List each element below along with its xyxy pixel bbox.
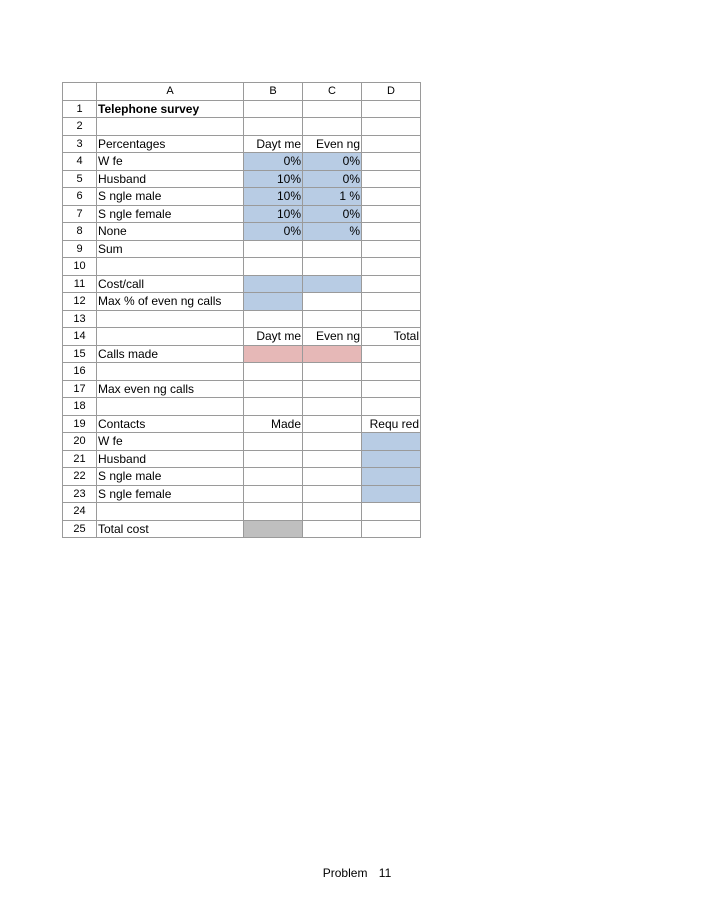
cell-a10[interactable]	[97, 258, 244, 276]
sheet-row-19	[63, 415, 421, 433]
cell-a21[interactable]: Husband	[97, 450, 244, 468]
cell-a24[interactable]	[97, 503, 244, 521]
cell-b15[interactable]	[244, 345, 303, 363]
column-header-d[interactable]: D	[362, 83, 421, 101]
cell-c11[interactable]	[303, 275, 362, 293]
cell-b16[interactable]	[244, 363, 303, 381]
sheet-row-4	[63, 153, 421, 171]
sheet-row-6	[63, 188, 421, 206]
cell-c14[interactable]: Even ng	[303, 328, 362, 346]
sheet-row-7	[63, 205, 421, 223]
cell-c18[interactable]	[303, 398, 362, 416]
cell-d1[interactable]	[362, 100, 421, 118]
row-header-17[interactable]: 17	[63, 380, 97, 398]
row-header-1[interactable]: 1	[63, 100, 97, 118]
cell-d10[interactable]	[362, 258, 421, 276]
cell-b12[interactable]	[244, 293, 303, 311]
cell-b2[interactable]	[244, 118, 303, 136]
cell-c7[interactable]: 0%	[303, 205, 362, 223]
cell-d21[interactable]	[362, 450, 421, 468]
cell-b11[interactable]	[244, 275, 303, 293]
sheet-row-24	[63, 503, 421, 521]
cell-a17[interactable]: Max even ng calls	[97, 380, 244, 398]
cell-a11[interactable]: Cost/call	[97, 275, 244, 293]
row-header-5[interactable]: 5	[63, 170, 97, 188]
cell-d17[interactable]	[362, 380, 421, 398]
sheet-row-17	[63, 380, 421, 398]
cell-d19[interactable]: Requ red	[362, 415, 421, 433]
row-header-15[interactable]: 15	[63, 345, 97, 363]
row-header-19[interactable]: 19	[63, 415, 97, 433]
column-header-b[interactable]: B	[244, 83, 303, 101]
sheet-row-23	[63, 485, 421, 503]
cell-a8[interactable]: None	[97, 223, 244, 241]
cell-b1[interactable]	[244, 100, 303, 118]
cell-b5[interactable]: 10%	[244, 170, 303, 188]
sheet-row-11	[63, 275, 421, 293]
row-header-12[interactable]: 12	[63, 293, 97, 311]
cell-c22[interactable]	[303, 468, 362, 486]
cell-a9[interactable]: Sum	[97, 240, 244, 258]
footer-label: Problem	[322, 866, 368, 880]
sheet-row-18	[63, 398, 421, 416]
cell-d23[interactable]	[362, 485, 421, 503]
cell-d3[interactable]	[362, 135, 421, 153]
cell-d16[interactable]	[362, 363, 421, 381]
cell-d5[interactable]	[362, 170, 421, 188]
cell-a1[interactable]: Telephone survey	[97, 100, 244, 118]
cell-d8[interactable]	[362, 223, 421, 241]
row-header-14[interactable]: 14	[63, 328, 97, 346]
cell-c17[interactable]	[303, 380, 362, 398]
row-header-8[interactable]: 8	[63, 223, 97, 241]
cell-c25[interactable]	[303, 520, 362, 538]
cell-c8[interactable]: %	[303, 223, 362, 241]
row-header-7[interactable]: 7	[63, 205, 97, 223]
cell-a14[interactable]	[97, 328, 244, 346]
cell-c19[interactable]	[303, 415, 362, 433]
sheet-row-8	[63, 223, 421, 241]
cell-b18[interactable]	[244, 398, 303, 416]
cell-a23[interactable]: S ngle female	[97, 485, 244, 503]
footer-number: 11	[378, 866, 392, 880]
cell-a18[interactable]	[97, 398, 244, 416]
cell-d15[interactable]	[362, 345, 421, 363]
cell-a2[interactable]	[97, 118, 244, 136]
cell-c9[interactable]	[303, 240, 362, 258]
cell-d7[interactable]	[362, 205, 421, 223]
cell-b6[interactable]: 10%	[244, 188, 303, 206]
cell-c2[interactable]	[303, 118, 362, 136]
cell-c6[interactable]: 1 %	[303, 188, 362, 206]
column-header-c[interactable]: C	[303, 83, 362, 101]
cell-d6[interactable]	[362, 188, 421, 206]
row-header-23[interactable]: 23	[63, 485, 97, 503]
cell-b14[interactable]: Dayt me	[244, 328, 303, 346]
sheet-row-9	[63, 240, 421, 258]
sheet-row-12	[63, 293, 421, 311]
sheet-row-22	[63, 468, 421, 486]
cell-c16[interactable]	[303, 363, 362, 381]
cell-a25[interactable]: Total cost	[97, 520, 244, 538]
row-header-20[interactable]: 20	[63, 433, 97, 451]
cell-c13[interactable]	[303, 310, 362, 328]
cell-d13[interactable]	[362, 310, 421, 328]
row-header-4[interactable]: 4	[63, 153, 97, 171]
cell-d2[interactable]	[362, 118, 421, 136]
cell-c15[interactable]	[303, 345, 362, 363]
cell-c23[interactable]	[303, 485, 362, 503]
sheet-row-3	[63, 135, 421, 153]
cell-c10[interactable]	[303, 258, 362, 276]
cell-b4[interactable]: 0%	[244, 153, 303, 171]
cell-b23[interactable]	[244, 485, 303, 503]
cell-a22[interactable]: S ngle male	[97, 468, 244, 486]
cell-d18[interactable]	[362, 398, 421, 416]
spreadsheet-table	[62, 82, 421, 538]
sheet-row-5	[63, 170, 421, 188]
cell-a15[interactable]: Calls made	[97, 345, 244, 363]
cell-b25[interactable]	[244, 520, 303, 538]
row-header-13[interactable]: 13	[63, 310, 97, 328]
page-footer	[0, 866, 714, 880]
row-header-21[interactable]: 21	[63, 450, 97, 468]
cell-c5[interactable]: 0%	[303, 170, 362, 188]
row-header-10[interactable]: 10	[63, 258, 97, 276]
cell-b22[interactable]	[244, 468, 303, 486]
cell-b9[interactable]	[244, 240, 303, 258]
cell-d9[interactable]	[362, 240, 421, 258]
cell-c20[interactable]	[303, 433, 362, 451]
sheet-row-21	[63, 450, 421, 468]
cell-a4[interactable]: W fe	[97, 153, 244, 171]
cell-a5[interactable]: Husband	[97, 170, 244, 188]
cell-d22[interactable]	[362, 468, 421, 486]
cell-a6[interactable]: S ngle male	[97, 188, 244, 206]
cell-a3[interactable]: Percentages	[97, 135, 244, 153]
row-header-2[interactable]: 2	[63, 118, 97, 136]
sheet-row-20	[63, 433, 421, 451]
row-header-18[interactable]: 18	[63, 398, 97, 416]
cell-d20[interactable]	[362, 433, 421, 451]
cell-d12[interactable]	[362, 293, 421, 311]
cell-b7[interactable]: 10%	[244, 205, 303, 223]
cell-b13[interactable]	[244, 310, 303, 328]
cell-a12[interactable]: Max % of even ng calls	[97, 293, 244, 311]
cell-d25[interactable]	[362, 520, 421, 538]
row-header-24[interactable]: 24	[63, 503, 97, 521]
row-header-22[interactable]: 22	[63, 468, 97, 486]
cell-a19[interactable]: Contacts	[97, 415, 244, 433]
cell-b3[interactable]: Dayt me	[244, 135, 303, 153]
row-header-16[interactable]: 16	[63, 363, 97, 381]
cell-c1[interactable]	[303, 100, 362, 118]
cell-a7[interactable]: S ngle female	[97, 205, 244, 223]
cell-c4[interactable]: 0%	[303, 153, 362, 171]
sheet-row-15	[63, 345, 421, 363]
cell-b17[interactable]	[244, 380, 303, 398]
sheet-row-1	[63, 100, 421, 118]
row-header-25[interactable]: 25	[63, 520, 97, 538]
sheet-row-13	[63, 310, 421, 328]
cell-c21[interactable]	[303, 450, 362, 468]
row-header-11[interactable]: 11	[63, 275, 97, 293]
cell-a20[interactable]: W fe	[97, 433, 244, 451]
column-header-row	[63, 83, 421, 101]
cell-c3[interactable]: Even ng	[303, 135, 362, 153]
cell-d24[interactable]	[362, 503, 421, 521]
sheet-row-16	[63, 363, 421, 381]
cell-a13[interactable]	[97, 310, 244, 328]
cell-d14[interactable]: Total	[362, 328, 421, 346]
column-header-a[interactable]: A	[97, 83, 244, 101]
row-header-6[interactable]: 6	[63, 188, 97, 206]
corner-cell[interactable]	[63, 83, 97, 101]
cell-b21[interactable]	[244, 450, 303, 468]
sheet-row-14	[63, 328, 421, 346]
sheet-row-10	[63, 258, 421, 276]
sheet-row-25	[63, 520, 421, 538]
row-header-3[interactable]: 3	[63, 135, 97, 153]
cell-c24[interactable]	[303, 503, 362, 521]
cell-b19[interactable]: Made	[244, 415, 303, 433]
cell-a16[interactable]	[97, 363, 244, 381]
row-header-9[interactable]: 9	[63, 240, 97, 258]
cell-b24[interactable]	[244, 503, 303, 521]
cell-d4[interactable]	[362, 153, 421, 171]
sheet-row-2	[63, 118, 421, 136]
cell-b20[interactable]	[244, 433, 303, 451]
cell-d11[interactable]	[362, 275, 421, 293]
cell-b8[interactable]: 0%	[244, 223, 303, 241]
cell-b10[interactable]	[244, 258, 303, 276]
cell-c12[interactable]	[303, 293, 362, 311]
